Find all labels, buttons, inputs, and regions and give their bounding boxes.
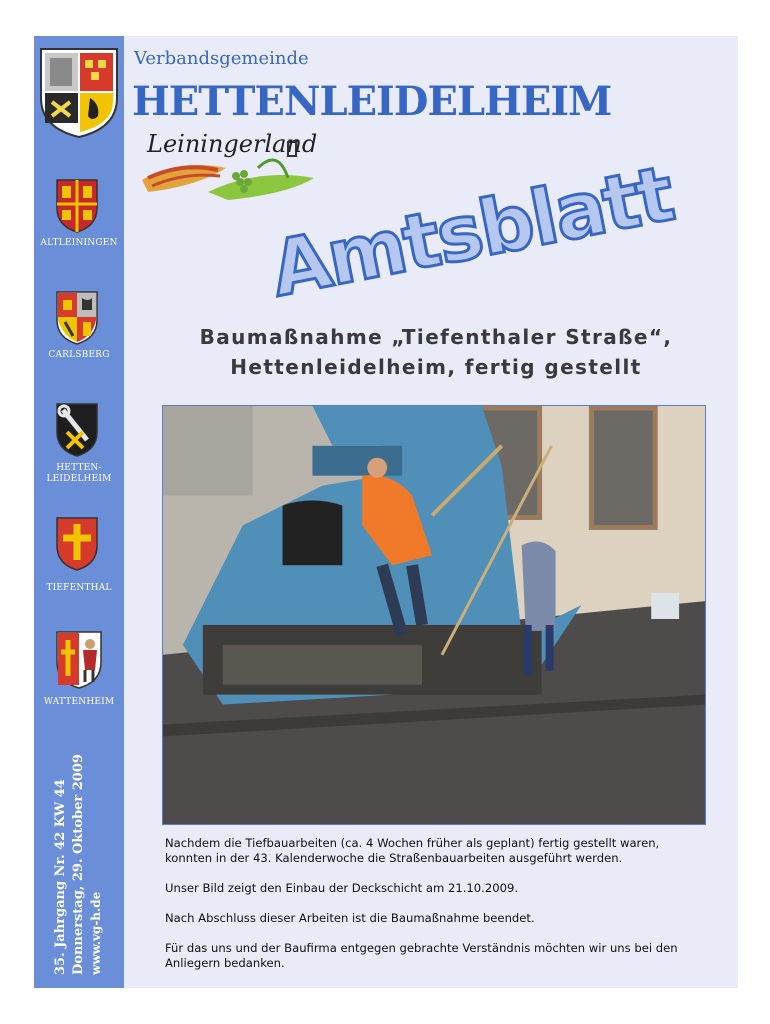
tiefenthal-label: TIEFENTHAL bbox=[46, 583, 112, 593]
header-subtitle: Verbandsgemeinde bbox=[134, 48, 309, 69]
vg-crest-icon bbox=[38, 46, 120, 140]
article-body bbox=[165, 836, 705, 986]
issue-line-3: www.vg-h.de bbox=[89, 891, 103, 975]
issue-info bbox=[36, 730, 116, 980]
tiefenthal-crest-icon bbox=[55, 516, 99, 572]
header-title: HETTENLEIDELHEIM bbox=[132, 78, 612, 125]
amtsblatt-masthead bbox=[248, 148, 680, 314]
issue-line-2: Donnerstag, 29. Oktober 2009 bbox=[71, 754, 86, 975]
paragraph-3: Nach Abschluss dieser Arbeiten ist die Baumaßnahme beendet. bbox=[165, 911, 535, 925]
headline-line-1: Baumaßnahme „Tiefenthaler Straße“, bbox=[199, 325, 673, 349]
wattenheim-label: WATTENHEIM bbox=[43, 697, 115, 707]
paragraph-2: Unser Bild zeigt den Einbau der Deckschicht am 21.10.2009. bbox=[165, 881, 519, 895]
carlsberg-crest-icon bbox=[55, 290, 99, 346]
altleiningen-crest-icon bbox=[55, 178, 99, 234]
hettenleidelheim-crest-icon bbox=[55, 402, 99, 458]
altleiningen-label: ALTLEININGEN bbox=[40, 238, 118, 248]
road-paving-photo bbox=[162, 405, 706, 825]
issue-line-1: 35. Jahrgang Nr. 42 KW 44 bbox=[53, 779, 68, 975]
masthead-text: Amtsblatt bbox=[263, 148, 680, 314]
article-headline bbox=[134, 322, 738, 382]
logo-text: Leiningerland bbox=[147, 130, 318, 158]
headline-line-2: Hettenleidelheim, fertig gestellt bbox=[230, 355, 642, 379]
carlsberg-label: CARLSBERG bbox=[48, 350, 110, 360]
paragraph-1: Nachdem die Tiefbauarbeiten (ca. 4 Wochen früher als geplant) fertig gestellt waren, konnten in der 43. Kalenderwoche die Straßenbauarbeiten ausgeführt werden. bbox=[165, 836, 660, 865]
paragraph-4: Für das uns und der Baufirma entgegen gebrachte Verständnis möchten wir uns bei den Anliegern bedanken. bbox=[165, 941, 678, 970]
hettenleidelheim-label: HETTEN- LEIDELHEIM bbox=[46, 463, 112, 484]
wattenheim-crest-icon bbox=[55, 630, 103, 690]
